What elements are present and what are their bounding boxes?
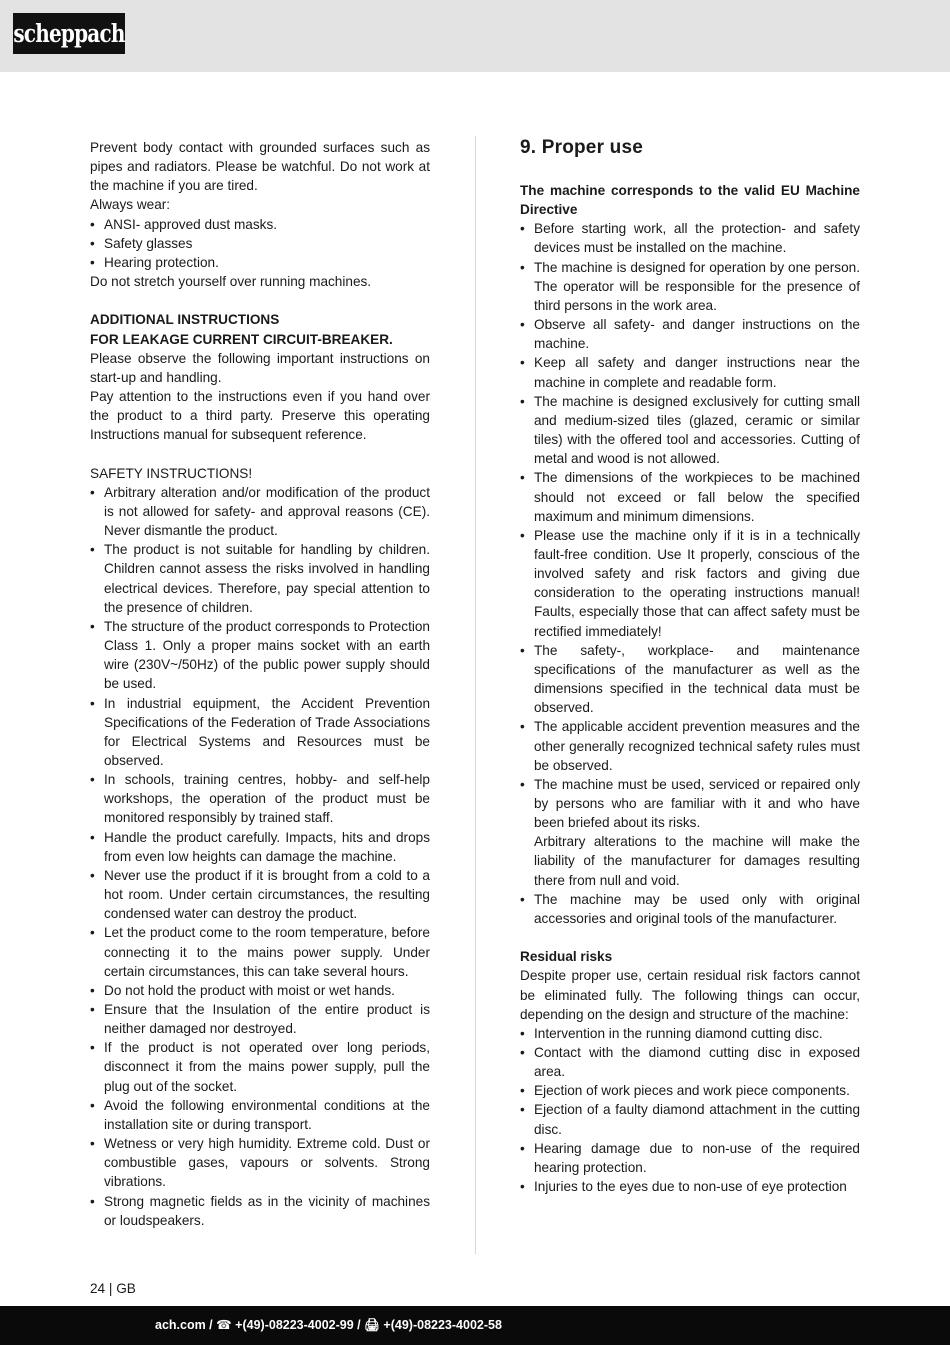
- list-item: • The applicable accident prevention measures and the other generally recognized technical safety rules must be observed.: [520, 717, 860, 774]
- list-item: • The dimensions of the workpieces to be machined should not exceed or fall below the specified maximum and minimum dimensions.: [520, 468, 860, 525]
- residual-list: [520, 1024, 860, 1196]
- proper-use-list: [520, 219, 860, 928]
- list-item: • Ensure that the Insulation of the entire product is neither damaged nor destroyed.: [90, 1000, 430, 1038]
- list-item: • Keep all safety and danger instructions near the machine in complete and readable form.: [520, 353, 860, 391]
- list-item: • Intervention in the running diamond cutting disc.: [520, 1024, 860, 1043]
- liability-note: Arbitrary alterations to the machine will make the liability of the manufacturer for damages resulting there from null and void.: [534, 834, 860, 888]
- list-item: • Do not hold the product with moist or wet hands.: [90, 981, 430, 1000]
- list-item: • The structure of the product corresponds to Protection Class 1. Only a proper mains socket with an earth wire (230V~/50Hz) of the public power supply should be used.: [90, 617, 430, 694]
- section-subheading: The machine corresponds to the valid EU Machine Directive: [520, 183, 860, 218]
- list-item: • The machine may be used only with original accessories and original tools of the manufacturer.: [520, 890, 860, 928]
- additional-heading: ADDITIONAL INSTRUCTIONS: [90, 312, 280, 328]
- list-item: • Please use the machine only if it is in a technically fault-free condition. Use It properly, conscious of the involved safety and risk factors and giving due consideration to the operating instructions manual! Faults, especially those that can affect safety must be rectified immediately!: [520, 526, 860, 641]
- list-item: • If the product is not operated over long periods, disconnect it from the mains power supply, pull the plug out of the socket.: [90, 1038, 430, 1095]
- safety-heading: SAFETY INSTRUCTIONS!: [90, 465, 253, 481]
- right-column: [520, 138, 860, 1196]
- additional-heading-2: FOR LEAKAGE CURRENT CIRCUIT-BREAKER.: [90, 331, 393, 347]
- list-item: • Observe all safety- and danger instructions on the machine.: [520, 315, 860, 353]
- section-heading: 9. Proper use: [520, 137, 643, 158]
- list-item: • Ejection of a faulty diamond attachment in the cutting disc.: [520, 1100, 860, 1138]
- stretch-note: Do not stretch yourself over running machines.: [90, 274, 372, 290]
- list-item: • In industrial equipment, the Accident Prevention Specifications of the Federation of Trade Associations for Electrical Systems and Resources must be observed.: [90, 694, 430, 771]
- list-item: • Hearing damage due to non-use of the required hearing protection.: [520, 1139, 860, 1177]
- list-item: • Avoid the following environmental conditions at the installation site or during transport.: [90, 1096, 430, 1134]
- list-item: • Hearing protection.: [90, 253, 430, 272]
- list-item: • The product is not suitable for handling by children. Children cannot assess the risks involved in handling electrical devices. Therefore, pay special attention to the presence of children.: [90, 540, 430, 617]
- additional-paragraph: Please observe the following important instructions on start-up and handling.: [90, 350, 430, 385]
- list-item: • Arbitrary alteration and/or modification of the product is not allowed for safety- and approval reasons (CE). Never dismantle the product.: [90, 483, 430, 540]
- left-column: [90, 138, 430, 1230]
- list-item: • In schools, training centres, hobby- and self-help workshops, the operation of the product must be monitored responsibly by trained staff.: [90, 770, 430, 827]
- list-item: • Let the product come to the room temperature, before connecting it to the mains power supply. Under certain circumstances, this can take several hours.: [90, 923, 430, 980]
- list-item: • Safety glasses: [90, 234, 430, 253]
- list-item-text: The machine must be used, serviced or repaired only by persons who are familiar with it and who have been briefed about its risks.: [534, 776, 860, 831]
- safety-list: [90, 483, 430, 1230]
- additional-paragraph: Pay attention to the instructions even if you hand over the product to a third party. Preserve this operating Instructions manual for subsequent reference.: [90, 389, 430, 443]
- list-item: • Before starting work, all the protection- and safety devices must be installed on the machine.: [520, 219, 860, 257]
- list-item: • The machine is designed for operation by one person. The operator will be responsible for the presence of third persons in the work area.: [520, 258, 860, 315]
- list-item: • Never use the product if it is brought from a cold to a hot room. Under certain circumstances, the resulting condensed water can destroy the product.: [90, 866, 430, 923]
- scheppach-logo: scheppach: [13, 13, 125, 54]
- contact-line: ach.com / ☎ +(49)-08223-4002-99 / 🖨 +(49)-08223-4002-58: [155, 1318, 502, 1332]
- page-number: 24 | GB: [90, 1281, 136, 1296]
- list-item: • ANSI- approved dust masks.: [90, 215, 430, 234]
- residual-intro: Despite proper use, certain residual risk factors cannot be eliminated fully. The following things can occur, depending on the design and structure of the machine:: [520, 968, 860, 1022]
- column-divider: [475, 136, 476, 1254]
- list-item: • Contact with the diamond cutting disc in exposed area.: [520, 1043, 860, 1081]
- list-item: • Handle the product carefully. Impacts, hits and drops from even low heights can damage the machine.: [90, 828, 430, 866]
- always-wear-label: Always wear:: [90, 197, 171, 213]
- residual-heading: Residual risks: [520, 949, 613, 965]
- list-item: • Strong magnetic fields as in the vicinity of machines or loudspeakers.: [90, 1192, 430, 1230]
- list-item: • Injuries to the eyes due to non-use of eye protection: [520, 1177, 860, 1196]
- list-item: [520, 775, 860, 890]
- list-item: • The machine is designed exclusively for cutting small and medium-sized tiles (glazed, ceramic or similar tiles) with the offered tool and accessories. Cutting of metal and wood is not allowed.: [520, 392, 860, 469]
- footer-bar: [0, 1306, 950, 1345]
- intro-paragraph: Prevent body contact with grounded surfaces such as pipes and radiators. Please be watchful. Do not work at the machine if you are tired.: [90, 140, 430, 194]
- list-item: • Wetness or very high humidity. Extreme cold. Dust or combustible gases, vapours or solvents. Strong vibrations.: [90, 1134, 430, 1191]
- list-item: • Ejection of work pieces and work piece components.: [520, 1081, 860, 1100]
- page-header: [0, 0, 950, 72]
- wear-list: [90, 215, 430, 272]
- list-item: • The safety-, workplace- and maintenance specifications of the manufacturer as well as the dimensions specified in the technical data must be observed.: [520, 641, 860, 718]
